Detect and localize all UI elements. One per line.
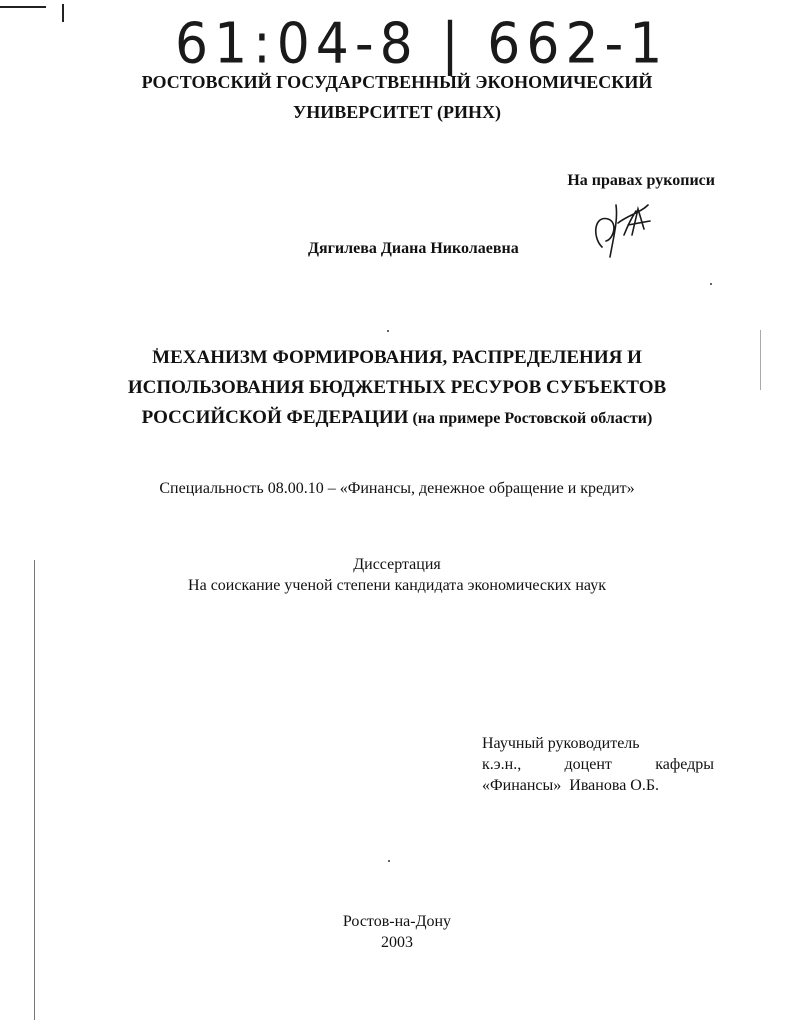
supervisor-title-row	[482, 754, 714, 775]
dissertation-title-line1: МЕХАНИЗМ ФОРМИРОВАНИЯ, РАСПРЕДЕЛЕНИЯ И	[152, 347, 642, 368]
supervisor-position: доцент	[564, 756, 612, 773]
dissertation-title-subtitle: (на примере Ростовской области)	[412, 410, 653, 427]
dissertation-title-line3	[0, 407, 794, 429]
university-name-line2: УНИВЕРСИТЕТ (РИНХ)	[293, 102, 501, 122]
supervisor-name: Иванова О.Б.	[569, 777, 660, 794]
degree-purpose: На соискание ученой степени кандидата экономических наук	[188, 577, 606, 594]
city: Ростов-на-Дону	[342, 913, 452, 930]
author-signature-icon	[588, 195, 658, 260]
dissertation-title-main: РОССИЙСКОЙ ФЕДЕРАЦИИ	[141, 407, 409, 428]
work-type-label: Диссертация	[353, 556, 441, 573]
handwritten-shelfmark: 61:04-8 | 662-1	[175, 11, 669, 77]
author-name: Дягилева Диана Николаевна	[308, 240, 519, 257]
scan-speck	[388, 860, 390, 862]
manuscript-rights-note: На правах рукописи	[567, 172, 715, 189]
scan-speck	[387, 330, 389, 332]
dissertation-title-line2: ИСПОЛЬЗОВАНИЯ БЮДЖЕТНЫХ РЕСУРОВ СУБЪЕКТОВ	[127, 377, 667, 398]
supervisor-degree: к.э.н.,	[482, 756, 522, 773]
scan-speck	[710, 283, 712, 285]
supervisor-dept-row	[482, 775, 714, 796]
supervisor-dept-name: «Финансы»	[482, 777, 562, 794]
scan-edge-top-left	[0, 6, 46, 8]
supervisor-dept-word: кафедры	[655, 756, 714, 773]
university-name-line1: РОСТОВСКИЙ ГОСУДАРСТВЕННЫЙ ЭКОНОМИЧЕСКИЙ	[141, 72, 653, 92]
supervisor-block	[482, 733, 714, 796]
supervisor-heading: Научный руководитель	[482, 735, 640, 752]
year: 2003	[381, 934, 413, 951]
scan-edge-mark	[62, 4, 64, 22]
specialty: Специальность 08.00.10 – «Финансы, денежное обращение и кредит»	[159, 480, 635, 497]
